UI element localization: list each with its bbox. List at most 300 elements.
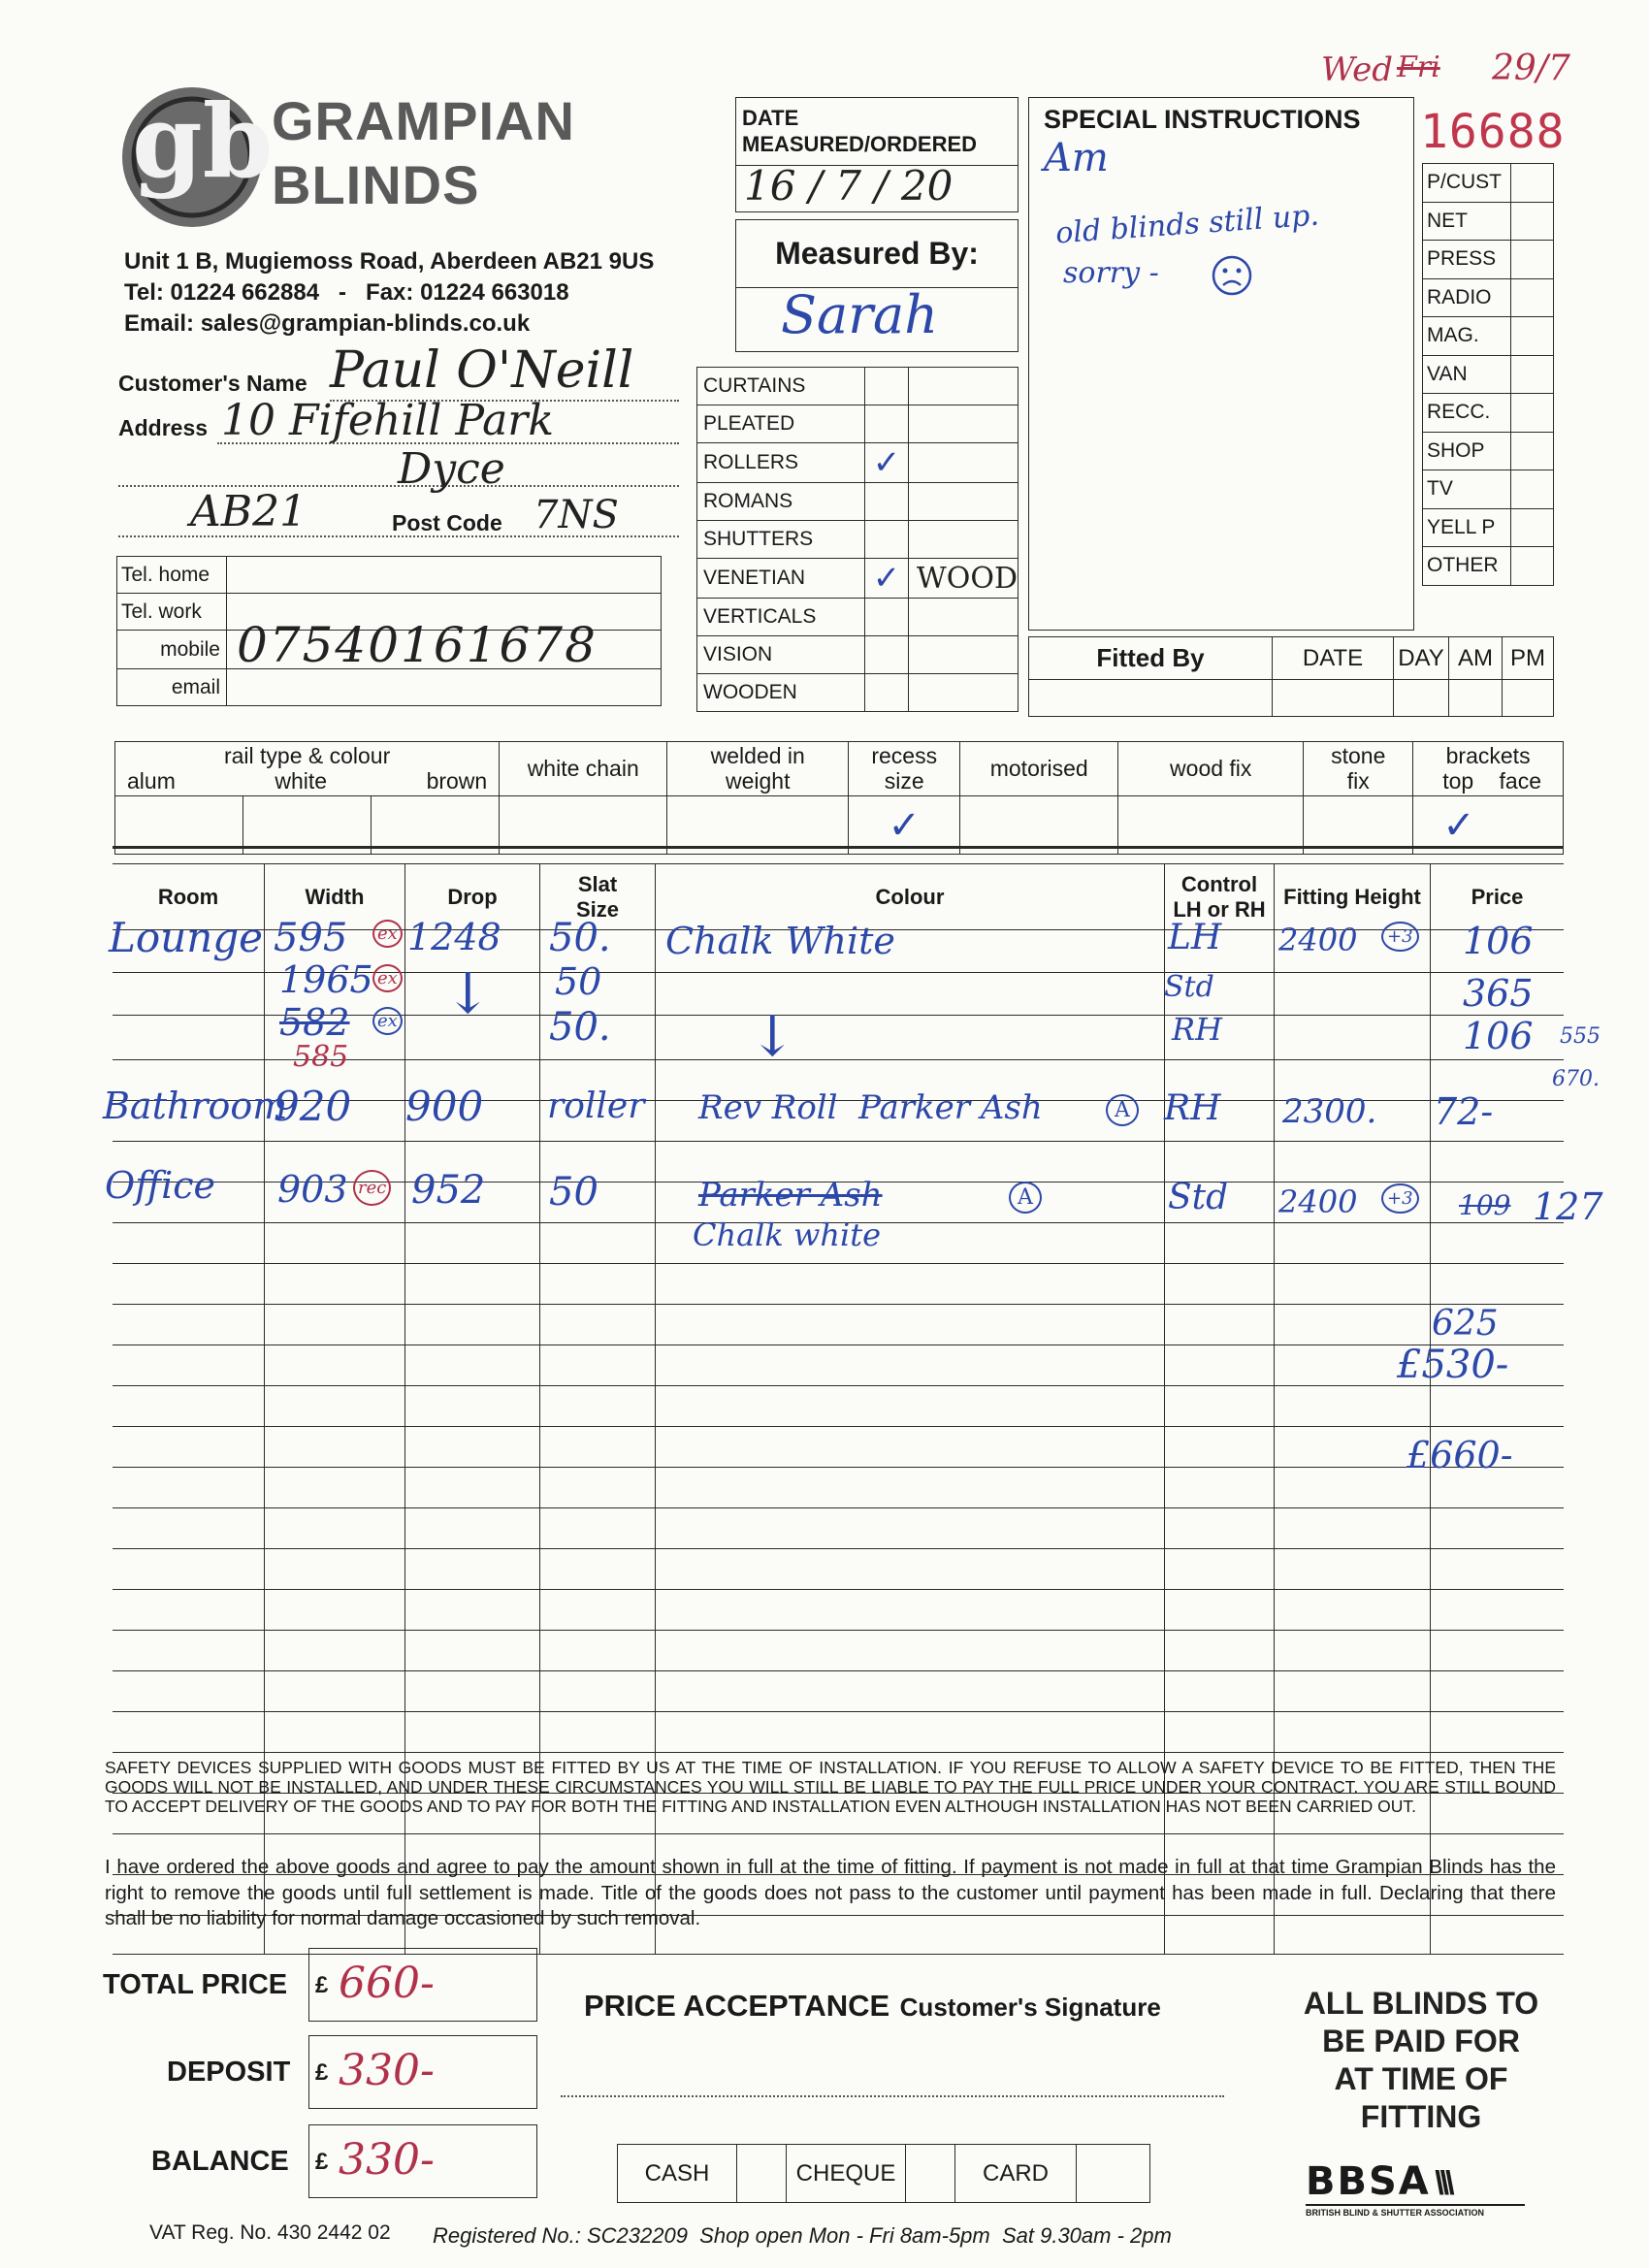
table-cell[interactable] [1431,1223,1565,1264]
source-label: MAG. [1423,317,1511,356]
fitted-am-field[interactable] [1449,680,1503,717]
table-cell[interactable] [540,1631,656,1671]
table-cell[interactable] [656,1671,1165,1712]
welded-label2: weight [725,767,791,794]
fitted-pm-label: PM [1503,637,1554,680]
company-name-line1: GRAMPIAN [272,90,575,151]
blind-type-note[interactable] [908,405,1018,443]
source-label: SHOP [1423,432,1511,470]
table-cell[interactable] [656,1016,1165,1060]
payment-notice [1271,1985,1571,2136]
fit-date-day-struck: Fri [1397,50,1440,84]
table-cell[interactable] [1275,1305,1431,1345]
blind-type-checkbox[interactable] [865,443,909,483]
table-cell[interactable] [540,1712,656,1753]
table-cell[interactable] [1275,973,1431,1016]
source-label: TV [1423,470,1511,509]
table-cell[interactable] [113,1671,265,1712]
table-cell[interactable] [1165,1427,1275,1468]
blind-type-note-text [909,523,917,557]
card-label: CARD [955,2145,1077,2203]
table-cell[interactable] [1431,1264,1565,1305]
measured-by-field[interactable] [736,284,1018,352]
blind-type-note-text [909,600,917,634]
fitted-date-field[interactable] [1273,680,1394,717]
date-measured-label1: DATE [742,106,799,131]
table-cell[interactable] [540,1345,656,1386]
table-cell[interactable] [1275,1386,1431,1427]
table-cell[interactable] [405,1305,540,1345]
table-cell[interactable] [265,1386,405,1427]
stone-label1: stone [1331,743,1386,769]
agreement-text: I have ordered the above goods and agree to pay the amount shown in full at the time of fitting. If payment is not made in full at that time Grampian Blinds has the right to remove the goods until full settlement is made. Title of the goods does not pass to the customer until payment has been made in full. Declaring that there shall be no liability for normal damage occasioned by such removal. [105,1856,1556,1930]
options-table [114,741,1564,855]
notice-line2: BE PAID FOR [1322,2024,1520,2059]
table-cell[interactable] [1165,1142,1275,1183]
blind-type-note[interactable] [908,521,1018,559]
sum-2: £530- [1397,1343,1509,1387]
table-cell[interactable] [1165,1305,1275,1345]
tel-home-field[interactable] [227,557,662,594]
price-acceptance-label [584,1989,1161,2024]
source-checkbox[interactable] [1511,394,1554,433]
bbsa-logo [1306,2159,1529,2218]
r5-width: 903 [277,1168,348,1211]
date-measured-field[interactable] [736,162,1018,212]
r1-slat: 50. [549,916,611,960]
table-cell[interactable] [113,1712,265,1753]
recess-label1: recess [871,743,938,769]
table-cell[interactable] [113,1549,265,1590]
source-label: RECC. [1423,394,1511,433]
table-cell[interactable] [656,1427,1165,1468]
special-instructions-line1: Am [1044,136,1109,180]
table-cell[interactable] [1431,1590,1565,1631]
table-cell[interactable] [656,1305,1165,1345]
table-cell[interactable] [1431,1631,1565,1671]
email-label: email [117,669,227,706]
table-cell[interactable] [1165,1468,1275,1508]
mobile-label: mobile [117,631,227,669]
card-checkbox[interactable] [1077,2145,1150,2203]
r3-side-note-1: 555 [1560,1024,1600,1049]
table-cell[interactable] [1431,1142,1565,1183]
source-row [1423,278,1554,317]
table-cell[interactable] [540,1305,656,1345]
table-cell[interactable] [405,1264,540,1305]
special-instructions-label: SPECIAL INSTRUCTIONS [1044,105,1361,134]
r1-width-mark: ex [372,920,403,948]
blind-type-label: VENETIAN [697,559,865,599]
blind-type-label: SHUTTERS [697,521,865,559]
r4-slat: roller [547,1086,645,1126]
source-row [1423,470,1554,509]
table-cell[interactable] [405,1671,540,1712]
table-row [113,1508,1564,1549]
table-cell[interactable] [405,1590,540,1631]
sad-face-icon [1211,254,1253,297]
blind-type-tick: ✓ [872,559,901,598]
balance-value: 330- [339,2135,435,2185]
table-cell[interactable] [540,1223,656,1264]
blind-type-row [697,443,1018,483]
table-cell[interactable] [113,1508,265,1549]
table-cell[interactable] [656,1631,1165,1671]
blind-type-note[interactable] [908,636,1018,674]
r5-width-mark: rec [353,1170,391,1206]
blind-type-checkbox[interactable] [865,405,909,443]
table-cell[interactable] [1431,1671,1565,1712]
blind-type-note-text: WOOD [916,561,1018,596]
table-cell[interactable] [656,1712,1165,1753]
r4-price: 72- [1434,1090,1494,1133]
r3-width-mark: ex [372,1007,403,1035]
price-acceptance-bold: PRICE ACCEPTANCE [584,1989,890,2023]
col-slat-line2: Size [575,896,620,922]
blind-type-note[interactable] [908,443,1018,483]
price-acceptance-rest: Customer's Signature [899,1993,1161,2022]
source-checkbox[interactable] [1511,432,1554,470]
address-label: Address [118,415,209,440]
table-row [113,1712,1564,1753]
table-cell[interactable] [1275,1671,1431,1712]
table-cell[interactable] [113,1016,265,1060]
table-cell[interactable] [1275,1508,1431,1549]
table-cell[interactable] [1165,1345,1275,1386]
table-cell[interactable] [113,1468,265,1508]
cash-checkbox[interactable] [737,2145,787,2203]
alum-label: alum [127,767,176,794]
postcode-value: 7NS [534,493,619,537]
r1-room: Lounge [109,914,264,961]
email-field[interactable] [227,669,662,706]
source-row [1423,394,1554,433]
table-cell[interactable] [1165,1712,1275,1753]
table-cell[interactable] [113,1590,265,1631]
table-cell[interactable] [656,1468,1165,1508]
r4-colour: Rev Roll Parker Ash [698,1088,1043,1127]
table-cell[interactable] [656,1590,1165,1631]
table-cell[interactable] [1165,1223,1275,1264]
table-cell[interactable] [265,1549,405,1590]
blind-type-label: PLEATED [697,405,865,443]
source-checkbox[interactable] [1511,241,1554,279]
cheque-label: CHEQUE [787,2145,906,2203]
r5-colour-struck: Parker Ash [698,1176,883,1215]
blind-type-row [697,521,1018,559]
blind-type-note[interactable] [908,674,1018,712]
blind-type-table [696,367,1018,712]
table-cell[interactable] [265,1345,405,1386]
col-control-line1: Control [1180,871,1258,896]
table-cell[interactable] [405,1468,540,1508]
table-cell[interactable] [405,1345,540,1386]
source-checkbox[interactable] [1511,202,1554,241]
table-cell[interactable] [1275,1590,1431,1631]
r4-drop: 900 [405,1083,484,1130]
balance-label: BALANCE [151,2146,289,2177]
table-cell[interactable] [113,1223,265,1264]
fitted-by-table [1028,636,1554,717]
r2-width: 1965 [279,958,373,1001]
table-cell[interactable] [1275,1631,1431,1671]
sum-1: 625 [1432,1304,1499,1344]
deposit-currency: £ [315,2059,329,2086]
blind-type-note-text [909,370,917,404]
table-cell[interactable] [656,1549,1165,1590]
table-cell[interactable] [113,1264,265,1305]
col-fitting-height: Fitting Height [1275,864,1431,930]
wood-fix-label: wood fix [1118,742,1304,796]
table-cell[interactable] [656,1386,1165,1427]
r3-width-corrected: 585 [293,1040,349,1074]
rail-type-label: rail type & colour [223,743,391,769]
r5-drop: 952 [411,1168,486,1213]
logo-letters: gb [132,81,274,201]
table-cell[interactable] [265,1468,405,1508]
blind-type-tick: ✓ [872,443,901,482]
blind-type-label: ROMANS [697,483,865,521]
top-label: top [1442,767,1474,794]
table-row [113,1345,1564,1386]
blind-type-label: VISION [697,636,865,674]
source-label: YELL P [1423,508,1511,547]
cash-label: CASH [618,2145,737,2203]
table-cell[interactable] [265,1508,405,1549]
table-cell[interactable] [1275,1549,1431,1590]
special-instructions-line3: sorry - [1063,256,1159,290]
date-measured-box [735,97,1018,212]
table-cell[interactable] [265,1264,405,1305]
special-instructions-line2: old blinds still up. [1054,198,1320,251]
r4-room: Bathroom [103,1085,288,1127]
tel-home-label: Tel. home [117,557,227,594]
order-number: 16688 [1420,105,1566,159]
table-cell[interactable] [540,1427,656,1468]
source-row [1423,355,1554,394]
fitted-pm-field[interactable] [1503,680,1554,717]
table-cell[interactable] [540,1549,656,1590]
top-tick: ✓ [1442,802,1475,848]
table-cell[interactable] [113,1345,265,1386]
bbsa-caption: BRITISH BLIND & SHUTTER ASSOCIATION [1306,2204,1525,2218]
table-cell[interactable] [265,1223,405,1264]
notice-line4: FITTING [1360,2099,1482,2135]
table-cell[interactable] [1165,1508,1275,1549]
registered-info: Registered No.: SC232209 Shop open Mon - Fri 8am-5pm Sat 9.30am - 2pm [433,2223,1172,2248]
table-cell[interactable] [1431,1386,1565,1427]
table-cell[interactable] [1431,1549,1565,1590]
source-row [1423,547,1554,586]
deposit-box[interactable] [308,2035,537,2109]
blind-type-note[interactable] [908,368,1018,405]
table-cell[interactable] [656,1345,1165,1386]
blind-type-label: CURTAINS [697,368,865,405]
fit-date-day: Wed [1321,50,1394,89]
r5-room: Office [105,1164,215,1207]
r4-height: 2300. [1282,1092,1377,1131]
table-cell[interactable] [1165,1631,1275,1671]
table-cell[interactable] [1165,1590,1275,1631]
table-cell[interactable] [265,1305,405,1345]
table-cell[interactable] [1431,1712,1565,1753]
blind-type-checkbox[interactable] [865,368,909,405]
r2-width-mark: ex [372,964,403,992]
measured-by-value: Sarah [781,284,938,345]
source-checkbox[interactable] [1511,164,1554,203]
table-cell[interactable] [405,1427,540,1468]
r3-slat: 50. [549,1005,611,1050]
source-checkbox[interactable] [1511,278,1554,317]
table-cell[interactable] [1275,1016,1431,1060]
stone-label2: fix [1346,767,1370,794]
deposit-value: 330- [339,2046,435,2095]
source-checkbox[interactable] [1511,317,1554,356]
table-cell[interactable] [113,1631,265,1671]
table-cell[interactable] [405,1386,540,1427]
fitted-am-label: AM [1449,637,1503,680]
table-cell[interactable] [1275,1142,1431,1183]
table-cell[interactable] [265,1712,405,1753]
blind-type-note[interactable] [908,599,1018,636]
blind-type-checkbox[interactable] [865,521,909,559]
col-slat-line1: Slat [577,871,618,896]
table-cell[interactable] [265,1671,405,1712]
table-row [113,1549,1564,1590]
table-cell[interactable] [113,1427,265,1468]
table-cell[interactable] [1275,1264,1431,1305]
table-cell[interactable] [1275,1712,1431,1753]
brackets-label: brackets [1445,743,1531,769]
blind-type-note-text [909,485,917,519]
table-cell[interactable] [1165,1264,1275,1305]
source-checkbox[interactable] [1511,508,1554,547]
source-checkbox[interactable] [1511,470,1554,509]
measured-by-box [735,219,1018,352]
table-cell[interactable] [265,1590,405,1631]
table-cell[interactable] [1275,1223,1431,1264]
table-row [113,1631,1564,1671]
source-row [1423,317,1554,356]
blind-type-note[interactable] [908,483,1018,521]
fitted-day-field[interactable] [1394,680,1449,717]
r4-control: RH [1164,1088,1221,1128]
blind-type-checkbox[interactable] [865,559,909,599]
table-cell[interactable] [1165,1671,1275,1712]
mobile-value: 07540161678 [237,617,598,673]
cheque-checkbox[interactable] [906,2145,955,2203]
r1-drop: 1248 [407,916,501,958]
table-cell[interactable] [540,1508,656,1549]
postcode-prefix: AB21 [190,487,307,536]
fitted-by-field[interactable] [1029,680,1273,717]
table-cell[interactable] [405,1549,540,1590]
total-price-box[interactable] [308,1948,537,2022]
table-cell[interactable] [656,973,1165,1016]
date-measured-value: 16 / 7 / 20 [744,162,954,210]
table-cell[interactable] [1165,1386,1275,1427]
company-phone: Tel: 01224 662884 - Fax: 01224 663018 [124,279,569,306]
balance-box[interactable] [308,2124,537,2198]
mobile-field[interactable] [227,617,662,673]
measured-by-label: Measured By: [736,220,1018,288]
r3-colour: ↓ [749,1003,796,1069]
r5-slat: 50 [549,1170,598,1215]
table-row [113,1590,1564,1631]
blind-type-row [697,368,1018,405]
deposit-label: DEPOSIT [167,2057,291,2088]
table-cell[interactable] [113,1305,265,1345]
col-colour: Colour [656,864,1165,930]
r1-width: 595 [274,916,348,960]
blind-type-row [697,405,1018,443]
blind-type-row [697,483,1018,521]
recess-tick: ✓ [888,802,921,848]
table-cell[interactable] [405,1631,540,1671]
table-cell[interactable] [656,1264,1165,1305]
source-label: OTHER [1423,547,1511,586]
table-cell[interactable] [405,1712,540,1753]
address-line1: 10 Fifehill Park [221,396,554,445]
sum-3: £660- [1406,1434,1513,1476]
table-cell[interactable] [113,973,265,1016]
source-checkbox[interactable] [1511,547,1554,586]
table-cell[interactable] [265,1427,405,1468]
payment-method-table [617,2144,1150,2203]
table-cell[interactable] [540,1671,656,1712]
table-cell[interactable] [1165,1549,1275,1590]
col-room: Room [113,864,265,930]
r3-price: 106 [1463,1015,1534,1057]
blind-type-note[interactable] [908,559,1018,599]
r5-price-struck: 109 [1459,1189,1511,1221]
source-checkbox[interactable] [1511,355,1554,394]
table-cell[interactable] [540,1468,656,1508]
source-row [1423,202,1554,241]
table-cell[interactable] [1431,1508,1565,1549]
table-cell[interactable] [265,1631,405,1671]
table-cell[interactable] [540,1590,656,1631]
blind-type-checkbox[interactable] [865,636,909,674]
blind-type-checkbox[interactable] [865,599,909,636]
table-cell[interactable] [656,1508,1165,1549]
table-cell[interactable] [405,1223,540,1264]
r5-colour: Chalk white [693,1216,881,1253]
signature-line[interactable] [561,2095,1224,2097]
col-price: Price [1431,864,1565,930]
tel-work-label: Tel. work [117,594,227,631]
table-row [113,1427,1564,1468]
customer-name-value: Paul O'Neill [330,341,634,400]
r2-drop: ↓ [444,960,492,1026]
white-label: white [275,767,328,794]
r4-colour-mark: A [1106,1094,1139,1126]
table-cell[interactable] [113,1386,265,1427]
bbsa-slash-icon: \\\ [1435,2165,1451,2202]
table-cell[interactable] [540,1264,656,1305]
blind-type-row [697,674,1018,712]
stone-fix-header [1304,742,1413,796]
table-cell[interactable] [405,1508,540,1549]
rail-type-header [115,742,500,796]
recess-size-header [849,742,960,796]
table-cell[interactable] [540,1386,656,1427]
blind-type-checkbox[interactable] [865,483,909,521]
blind-type-checkbox[interactable] [865,674,909,712]
bbsa-logo-text: BBSA [1306,2159,1431,2204]
face-label: face [1499,767,1541,794]
source-label: P/CUST [1423,164,1511,203]
